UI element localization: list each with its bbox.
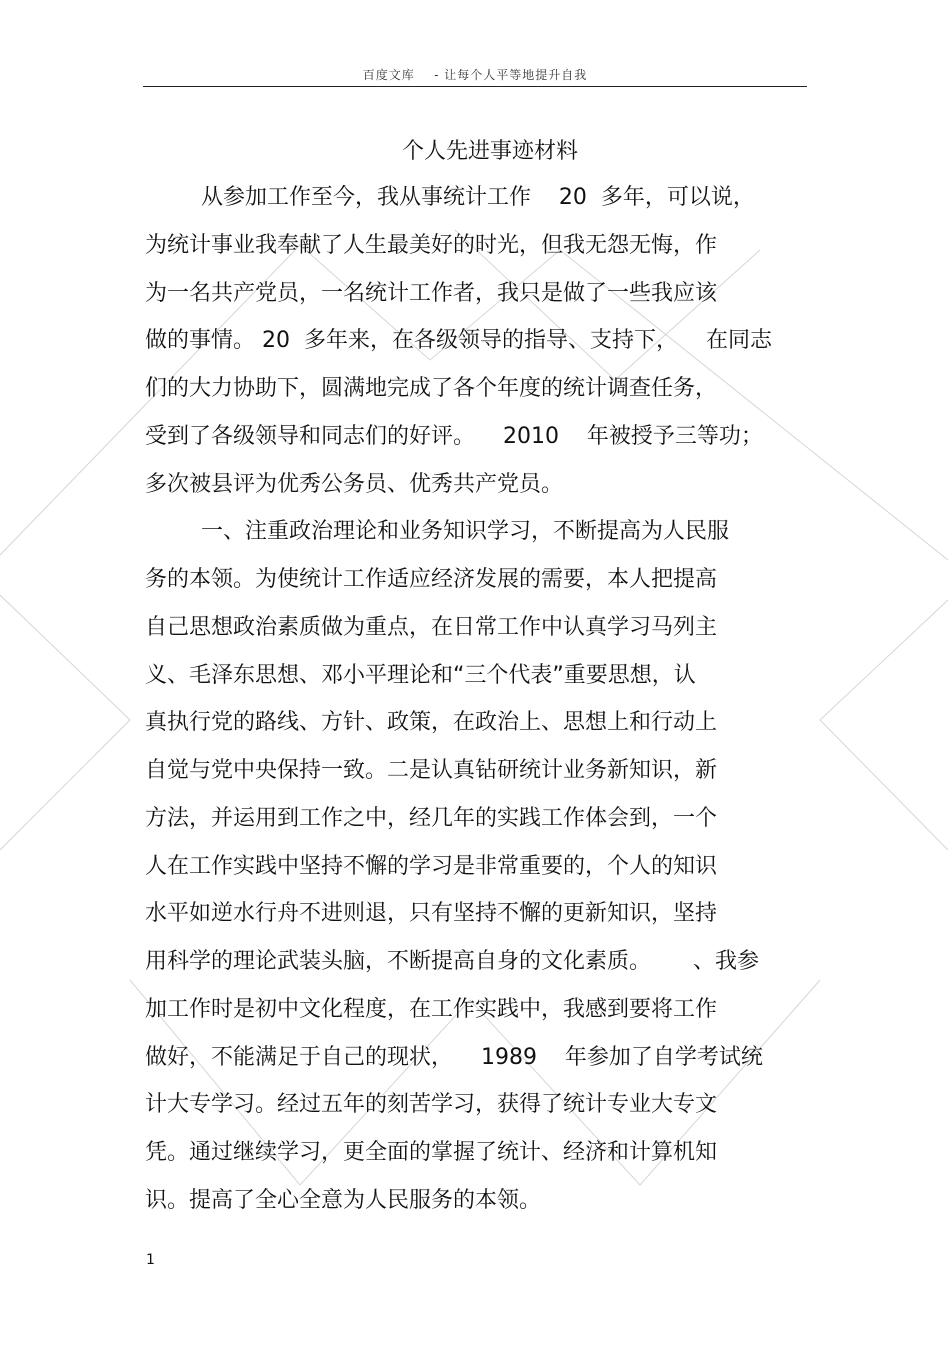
body-line: 做的事情。 20 多年来，在各级领导的指导、支持下， 在同志 [145,328,772,353]
body-line: 受到了各级领导和同志们的好评。 2010 年被授予三等功； [145,424,763,449]
body-line: 人在工作实践中坚持不懈的学习是非常重要的，个人的知识 [145,854,718,879]
body-line: 义、毛泽东思想、邓小平理论和“三个代表”重要思想，认 [145,663,696,688]
document-title: 个人先进事迹材料 [401,139,578,164]
body-line: 做好，不能满足于自己的现状， 1989 年参加了自学考试统 [145,1045,763,1070]
body-line: 水平如逆水行舟不进则退，只有坚持不懈的更新知识，坚持 [145,901,718,926]
header-slogan: - 让每个人平等地提升自我 [434,68,588,82]
header-divider [143,86,807,87]
body-line: 多次被县评为优秀公务员、优秀共产党员。 [145,472,564,497]
body-line: 务的本领。为使统计工作适应经济发展的需要，本人把提高 [145,567,718,592]
body-line: 计大专学习。经过五年的刻苦学习，获得了统计专业大专文 [145,1092,718,1117]
page-number: 1 [146,1252,155,1268]
body-line: 们的大力协助下，圆满地完成了各个年度的统计调查任务， [145,376,718,401]
body-line: 用科学的理论武装头脑，不断提高自身的文化素质。 、我参 [145,949,759,974]
body-line: 为一名共产党员，一名统计工作者，我只是做了一些我应该 [145,281,718,306]
page-header [0,66,950,83]
header-site: 百度文库 [362,68,415,82]
body-line: 为统计事业我奉献了人生最美好的时光，但我无怨无悔，作 [145,233,718,258]
body-line: 凭。通过继续学习，更全面的掌握了统计、经济和计算机知 [145,1140,718,1165]
body-line: 加工作时是初中文化程度，在工作实践中，我感到要将工作 [145,997,718,1022]
body-line: 识。提高了全心全意为人民服务的本领。 [145,1188,542,1213]
body-line: 自己思想政治素质做为重点，在日常工作中认真学习马列主 [145,615,718,640]
body-line: 自觉与党中央保持一致。二是认真钻研统计业务新知识，新 [145,758,718,783]
body-line: 方法，并运用到工作之中，经几年的实践工作体会到，一个 [145,806,718,831]
body-line: 真执行党的路线、方针、政策，在政治上、思想上和行动上 [145,710,718,735]
body-line: 从参加工作至今，我从事统计工作 20 多年，可以说， [145,185,755,210]
body-line: 一、注重政治理论和业务知识学习，不断提高为人民服 [145,519,729,544]
